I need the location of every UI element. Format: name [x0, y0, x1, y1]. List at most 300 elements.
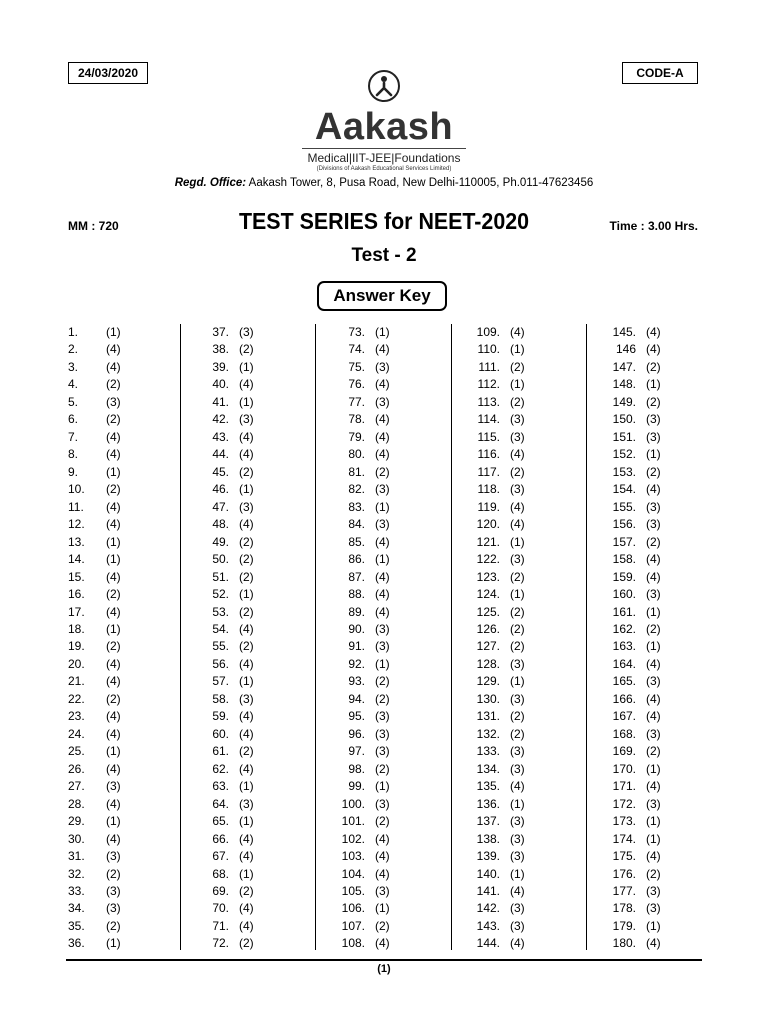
answer-option: (2): [510, 569, 525, 584]
answer-option: (3): [375, 359, 390, 374]
answer-column: [339, 324, 461, 953]
answer-row: [203, 831, 325, 848]
answer-option: (2): [239, 639, 254, 654]
answer-option: (1): [646, 447, 661, 462]
question-number: 36.: [68, 936, 85, 951]
answer-column: [610, 324, 732, 953]
answer-option: (2): [510, 394, 525, 409]
answer-row: [474, 761, 596, 778]
answer-row: [610, 866, 732, 883]
question-number: 72.: [212, 936, 229, 951]
office-address: Aakash Tower, 8, Pusa Road, New Delhi-110005, Ph.011-47623456: [246, 177, 594, 189]
question-number: 2.: [68, 342, 79, 357]
question-number: 174.: [612, 831, 636, 846]
answer-option: (2): [239, 569, 254, 584]
answer-option: (1): [106, 621, 121, 636]
answer-option: (2): [106, 377, 121, 392]
answer-column: [203, 324, 325, 953]
answer-row: [610, 656, 732, 673]
answer-row: [203, 708, 325, 725]
answer-option: (1): [106, 936, 121, 951]
answer-row: [203, 883, 325, 900]
answer-row: [68, 534, 190, 551]
answer-row: [203, 376, 325, 393]
answer-option: (4): [510, 517, 525, 532]
answer-row: [610, 481, 732, 498]
answer-row: [474, 621, 596, 638]
answer-row: [68, 691, 190, 708]
answer-option: (3): [375, 884, 390, 898]
question-number: 105.: [341, 884, 365, 898]
answer-row: [68, 813, 190, 830]
question-number: 98.: [348, 761, 365, 776]
answer-row: [610, 778, 732, 795]
question-number: 146: [615, 342, 636, 357]
answer-option: (2): [239, 744, 254, 759]
answer-option: (4): [510, 325, 525, 339]
answer-row: [203, 516, 325, 533]
answer-row: [610, 499, 732, 516]
answer-row: [610, 638, 732, 655]
answer-option: (2): [239, 534, 254, 549]
answer-option: (3): [375, 709, 390, 724]
answer-option: (2): [375, 761, 390, 776]
question-number: 50.: [212, 552, 229, 567]
question-number: 94.: [348, 691, 365, 706]
answer-row: [474, 586, 596, 603]
answer-option: (2): [239, 884, 254, 898]
answer-option: (3): [510, 831, 525, 846]
answer-option: (4): [375, 866, 390, 881]
answer-row: [610, 813, 732, 830]
question-number: 69.: [212, 884, 229, 898]
answer-option: (1): [646, 604, 661, 619]
question-number: 117.: [477, 464, 500, 479]
answer-option: (3): [510, 814, 525, 829]
answer-row: [474, 656, 596, 673]
answer-row: [68, 411, 190, 428]
answer-option: (1): [510, 796, 525, 811]
date-box: 24/03/2020: [68, 62, 148, 84]
answer-option: (2): [510, 709, 525, 724]
answer-row: [68, 883, 190, 900]
question-number: 85.: [348, 534, 365, 549]
question-number: 121.: [476, 534, 500, 549]
answer-row: [339, 673, 461, 690]
answer-option: (4): [239, 726, 254, 741]
answer-column: [68, 324, 190, 953]
answer-option: (3): [106, 901, 121, 916]
answer-row: [203, 866, 325, 883]
question-number: 51.: [212, 569, 229, 584]
question-number: 8.: [68, 447, 79, 462]
answer-row: [339, 778, 461, 795]
answer-option: (2): [375, 464, 390, 479]
answer-option: (4): [106, 604, 121, 619]
answer-option: (4): [106, 447, 121, 462]
answer-row: [339, 900, 461, 917]
question-number: 9.: [68, 464, 79, 479]
answer-option: (4): [239, 656, 254, 671]
answer-row: [339, 918, 461, 935]
answer-row: [610, 516, 732, 533]
answer-row: [339, 376, 461, 393]
answer-option: (4): [106, 359, 121, 374]
answer-option: (4): [646, 656, 661, 671]
answer-row: [474, 411, 596, 428]
answer-option: (1): [375, 552, 390, 567]
answer-row: [203, 796, 325, 813]
answer-row: [68, 499, 190, 516]
answer-option: (1): [646, 831, 661, 846]
question-number: 7.: [68, 429, 79, 444]
answer-row: [474, 359, 596, 376]
answer-row: [474, 796, 596, 813]
answer-row: [203, 778, 325, 795]
answer-row: [68, 481, 190, 498]
question-number: 73.: [348, 325, 365, 339]
question-number: 56.: [212, 656, 229, 671]
question-number: 147.: [612, 359, 636, 374]
answer-row: [203, 359, 325, 376]
question-number: 113.: [477, 394, 500, 409]
answer-option: (4): [646, 325, 661, 339]
question-number: 43.: [212, 429, 229, 444]
answer-row: [68, 341, 190, 358]
question-number: 32.: [68, 866, 85, 881]
question-number: 34.: [68, 901, 85, 916]
question-number: 170.: [612, 761, 636, 776]
answer-option: (1): [510, 674, 525, 689]
answer-option: (2): [646, 534, 661, 549]
answer-option: (1): [375, 325, 390, 339]
answer-row: [203, 621, 325, 638]
answer-row: [203, 429, 325, 446]
answer-option: (3): [510, 918, 525, 933]
answer-row: [474, 831, 596, 848]
question-number: 15.: [68, 569, 85, 584]
question-number: 70.: [212, 901, 229, 916]
question-number: 17.: [68, 604, 85, 619]
answer-row: [610, 708, 732, 725]
question-number: 31.: [68, 849, 85, 864]
max-marks: MM : 720: [68, 219, 119, 233]
answer-row: [68, 551, 190, 568]
answer-option: (1): [646, 639, 661, 654]
answer-option: (4): [646, 936, 661, 951]
answer-row: [68, 866, 190, 883]
answer-option: (2): [106, 691, 121, 706]
answer-row: [203, 569, 325, 586]
question-number: 66.: [212, 831, 229, 846]
question-number: 97.: [348, 744, 365, 759]
answer-row: [68, 359, 190, 376]
answer-option: (3): [510, 429, 525, 444]
answer-option: (2): [239, 552, 254, 567]
answer-option: (2): [510, 359, 525, 374]
answer-row: [474, 569, 596, 586]
answer-option: (4): [106, 796, 121, 811]
answer-row: [474, 429, 596, 446]
question-number: 57.: [212, 674, 229, 689]
answer-row: [68, 324, 190, 341]
answer-option: (3): [510, 901, 525, 916]
question-number: 4.: [68, 377, 79, 392]
answer-option: (4): [239, 377, 254, 392]
answer-option: (4): [106, 709, 121, 724]
answer-option: (3): [510, 744, 525, 759]
answer-row: [203, 481, 325, 498]
question-number: 1.: [68, 325, 79, 339]
answer-row: [339, 743, 461, 760]
answer-option: (1): [375, 656, 390, 671]
answer-option: (3): [239, 499, 254, 514]
answer-option: (2): [510, 604, 525, 619]
page-title: TEST SERIES for NEET-2020: [238, 208, 530, 234]
question-number: 173.: [612, 814, 636, 829]
answer-row: [610, 918, 732, 935]
question-number: 52.: [212, 587, 229, 602]
answer-option: (1): [239, 779, 254, 794]
answer-option: (4): [510, 779, 525, 794]
answer-option: (2): [646, 866, 661, 881]
answer-row: [339, 516, 461, 533]
answer-option: (1): [106, 744, 121, 759]
answer-row: [610, 586, 732, 603]
answer-row: [203, 638, 325, 655]
answer-row: [203, 743, 325, 760]
question-number: 179.: [612, 918, 636, 933]
answer-row: [68, 831, 190, 848]
question-number: 79.: [348, 429, 365, 444]
answer-option: (3): [510, 552, 525, 567]
answer-option: (2): [510, 639, 525, 654]
question-number: 112.: [477, 377, 500, 392]
answer-option: (1): [646, 761, 661, 776]
answer-option: (1): [239, 674, 254, 689]
question-number: 104.: [341, 866, 365, 881]
answer-row: [474, 394, 596, 411]
question-number: 177.: [612, 884, 636, 898]
question-number: 21.: [68, 674, 85, 689]
answer-row: [339, 569, 461, 586]
answer-row: [203, 673, 325, 690]
answer-row: [203, 394, 325, 411]
question-number: 118.: [477, 482, 500, 497]
question-number: 78.: [348, 412, 365, 427]
answer-option: (1): [239, 482, 254, 497]
answer-option: (4): [106, 517, 121, 532]
answer-row: [610, 604, 732, 621]
question-number: 76.: [348, 377, 365, 392]
answer-row: [474, 481, 596, 498]
answer-row: [610, 569, 732, 586]
answer-option: (1): [510, 342, 525, 357]
answer-row: [474, 376, 596, 393]
answer-option: (3): [375, 394, 390, 409]
answer-option: (1): [375, 901, 390, 916]
answer-option: (4): [646, 569, 661, 584]
question-number: 133.: [476, 744, 500, 759]
question-number: 162.: [612, 621, 636, 636]
question-number: 145.: [612, 325, 636, 339]
column-divider: [451, 324, 452, 950]
answer-option: (4): [510, 884, 525, 898]
answer-option: (2): [239, 604, 254, 619]
answer-option: (4): [106, 569, 121, 584]
answer-row: [339, 621, 461, 638]
answer-row: [339, 324, 461, 341]
answer-option: (3): [646, 674, 661, 689]
answer-column: [474, 324, 596, 953]
answer-option: (1): [510, 587, 525, 602]
question-number: 84.: [348, 517, 365, 532]
answer-row: [339, 481, 461, 498]
question-number: 49.: [212, 534, 229, 549]
question-number: 95.: [348, 709, 365, 724]
question-number: 119.: [477, 499, 500, 514]
answer-row: [474, 638, 596, 655]
question-number: 3.: [68, 359, 79, 374]
page-number: (1): [377, 963, 391, 975]
answer-option: (1): [239, 359, 254, 374]
question-number: 176.: [612, 866, 636, 881]
question-number: 61.: [212, 744, 229, 759]
answer-row: [339, 638, 461, 655]
answer-row: [203, 813, 325, 830]
question-number: 63.: [212, 779, 229, 794]
question-number: 27.: [68, 779, 85, 794]
answer-option: (2): [375, 918, 390, 933]
answer-option: (4): [106, 342, 121, 357]
answer-option: (2): [106, 639, 121, 654]
answer-row: [339, 604, 461, 621]
question-number: 5.: [68, 394, 79, 409]
question-number: 54.: [212, 621, 229, 636]
answer-option: (1): [106, 814, 121, 829]
question-number: 127.: [476, 639, 500, 654]
answer-row: [474, 726, 596, 743]
question-number: 130.: [476, 691, 500, 706]
answer-row: [203, 691, 325, 708]
answer-row: [203, 446, 325, 463]
answer-row: [474, 813, 596, 830]
answer-row: [474, 778, 596, 795]
question-number: 109.: [476, 325, 500, 339]
answer-row: [68, 376, 190, 393]
question-number: 163.: [612, 639, 636, 654]
question-number: 152.: [612, 447, 636, 462]
answer-row: [68, 918, 190, 935]
answer-row: [68, 673, 190, 690]
question-number: 83.: [348, 499, 365, 514]
question-number: 142.: [476, 901, 500, 916]
answer-option: (4): [106, 429, 121, 444]
answer-option: (2): [646, 394, 661, 409]
column-divider: [315, 324, 316, 950]
answer-option: (3): [510, 849, 525, 864]
question-number: 139.: [476, 849, 500, 864]
question-number: 128.: [476, 656, 500, 671]
answer-row: [339, 586, 461, 603]
answer-row: [203, 848, 325, 865]
logo-wordmark: Aakash: [314, 106, 454, 148]
answer-option: (4): [375, 412, 390, 427]
answer-option: (1): [106, 325, 121, 339]
question-number: 71.: [212, 918, 229, 933]
answer-option: (3): [239, 691, 254, 706]
answer-option: (4): [375, 831, 390, 846]
answer-row: [610, 743, 732, 760]
answer-row: [339, 691, 461, 708]
answer-option: (4): [375, 587, 390, 602]
answer-row: [474, 673, 596, 690]
answer-row: [339, 551, 461, 568]
question-number: 120.: [476, 517, 500, 532]
answer-row: [474, 604, 596, 621]
answer-option: (2): [106, 587, 121, 602]
question-number: 124.: [476, 587, 500, 602]
question-number: 150.: [612, 412, 636, 427]
question-number: 60.: [212, 726, 229, 741]
answer-option: (4): [510, 936, 525, 951]
answer-row: [339, 708, 461, 725]
answer-row: [68, 638, 190, 655]
answer-option: (4): [375, 534, 390, 549]
question-number: 164.: [612, 656, 636, 671]
question-number: 141.: [476, 884, 500, 898]
answer-row: [68, 778, 190, 795]
answer-option: (2): [106, 918, 121, 933]
question-number: 172.: [612, 796, 636, 811]
answer-option: (1): [106, 464, 121, 479]
question-number: 11.: [68, 499, 84, 514]
answer-option: (2): [239, 464, 254, 479]
question-number: 131.: [476, 709, 500, 724]
answer-row: [203, 604, 325, 621]
question-number: 41.: [212, 394, 229, 409]
answer-option: (2): [646, 464, 661, 479]
answer-row: [610, 848, 732, 865]
answer-row: [339, 656, 461, 673]
question-number: 106.: [341, 901, 365, 916]
answer-row: [474, 918, 596, 935]
answer-row: [339, 429, 461, 446]
answer-option: (3): [510, 412, 525, 427]
answer-row: [68, 900, 190, 917]
answer-row: [474, 341, 596, 358]
question-number: 143.: [476, 918, 500, 933]
answer-row: [203, 551, 325, 568]
answer-row: [339, 411, 461, 428]
column-divider: [180, 324, 181, 950]
question-number: 161.: [612, 604, 636, 619]
answer-row: [203, 411, 325, 428]
answer-row: [203, 918, 325, 935]
answer-row: [474, 883, 596, 900]
answer-option: (4): [375, 377, 390, 392]
question-number: 101.: [341, 814, 365, 829]
question-number: 126.: [476, 621, 500, 636]
answer-option: (2): [375, 674, 390, 689]
question-number: 93.: [348, 674, 365, 689]
answer-row: [610, 900, 732, 917]
answer-option: (2): [646, 359, 661, 374]
answer-option: (3): [239, 796, 254, 811]
question-number: 158.: [612, 552, 636, 567]
answer-row: [474, 866, 596, 883]
answer-row: [339, 813, 461, 830]
